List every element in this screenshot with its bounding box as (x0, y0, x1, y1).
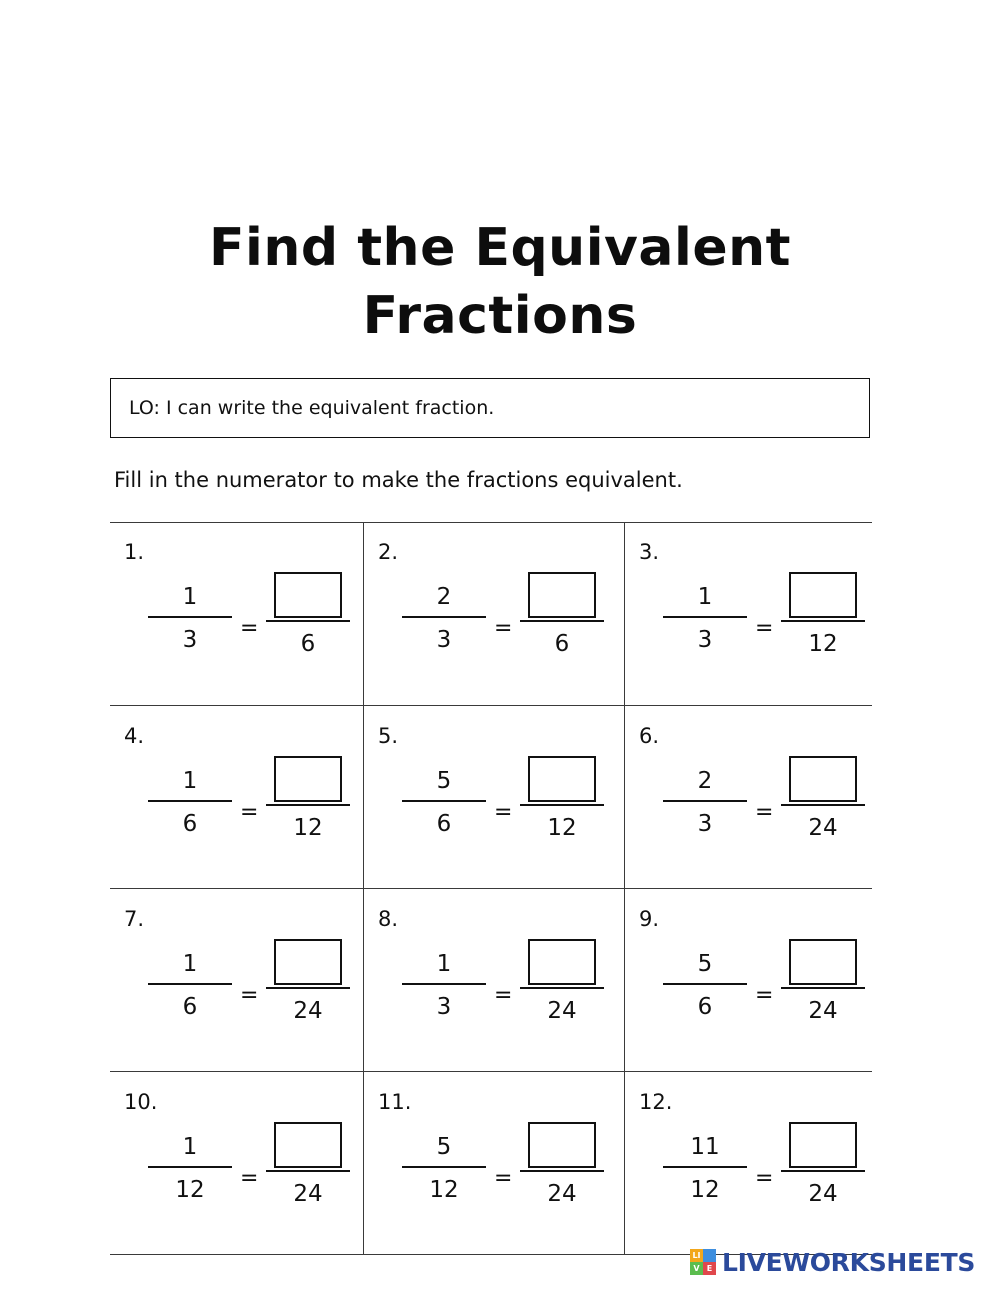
problem-number: 3. (639, 540, 660, 564)
fraction-bar (148, 800, 232, 802)
fraction-left (663, 580, 747, 656)
fraction-right (781, 939, 865, 1027)
denominator: 24 (808, 998, 838, 1024)
fraction-left (148, 947, 232, 1023)
fraction-left (402, 947, 486, 1023)
problem-number: 8. (378, 907, 399, 931)
problem-cell (110, 522, 363, 705)
fraction-equation (392, 1118, 612, 1238)
numerator: 5 (436, 768, 452, 794)
denominator: 3 (436, 627, 452, 653)
fraction-right (781, 572, 865, 660)
instruction-text: Fill in the numerator to make the fractions equivalent. (114, 468, 683, 492)
problem-cell (625, 522, 878, 705)
fraction-bar (266, 1170, 350, 1172)
fraction-equation (138, 568, 358, 688)
fraction-right (266, 939, 350, 1027)
answer-input[interactable] (274, 939, 342, 985)
numerator: 1 (436, 951, 452, 977)
denominator: 3 (697, 627, 713, 653)
equals-sign: = (240, 800, 259, 825)
problem-cell (110, 1072, 363, 1255)
equals-sign: = (494, 1166, 513, 1191)
fraction-equation (392, 752, 612, 872)
equals-sign: = (755, 616, 774, 641)
equals-sign: = (240, 983, 259, 1008)
problem-number: 7. (124, 907, 145, 931)
fraction-bar (402, 983, 486, 985)
numerator: 1 (697, 584, 713, 610)
fraction-left (148, 1130, 232, 1206)
answer-input[interactable] (528, 939, 596, 985)
answer-input[interactable] (274, 1122, 342, 1168)
fraction-equation (392, 568, 612, 688)
problem-number: 2. (378, 540, 399, 564)
fraction-bar (266, 804, 350, 806)
denominator: 3 (697, 811, 713, 837)
logo-tile-blank (703, 1249, 716, 1262)
fraction-left (663, 1130, 747, 1206)
problem-number: 5. (378, 724, 399, 748)
equals-sign: = (494, 616, 513, 641)
denominator: 6 (554, 631, 570, 657)
denominator: 24 (808, 1181, 838, 1207)
fraction-right (520, 572, 604, 660)
numerator: 5 (436, 1134, 452, 1160)
liveworksheets-footer[interactable] (690, 1246, 975, 1278)
fraction-bar (148, 983, 232, 985)
fraction-bar (148, 1166, 232, 1168)
fraction-bar (402, 800, 486, 802)
denominator: 12 (808, 631, 838, 657)
fraction-equation (653, 1118, 873, 1238)
liveworksheets-brand-text: LIVEWORKSHEETS (722, 1247, 976, 1277)
problem-cell (364, 889, 617, 1072)
problem-cell (364, 706, 617, 889)
fraction-right (520, 756, 604, 844)
fraction-left (402, 580, 486, 656)
problem-number: 12. (639, 1090, 673, 1114)
fraction-bar (663, 616, 747, 618)
equals-sign: = (755, 983, 774, 1008)
denominator: 24 (808, 815, 838, 841)
denominator: 3 (436, 994, 452, 1020)
logo-tile-v: V (690, 1262, 703, 1275)
denominator: 24 (293, 1181, 323, 1207)
equals-sign: = (755, 1166, 774, 1191)
page-title: Find the Equivalent Fractions (209, 218, 791, 346)
fraction-right (266, 1122, 350, 1210)
problem-grid (110, 522, 872, 1252)
equals-sign: = (240, 1166, 259, 1191)
problem-cell (625, 889, 878, 1072)
denominator: 12 (175, 1177, 205, 1203)
problem-cell (364, 1072, 617, 1255)
fraction-equation (138, 1118, 358, 1238)
fraction-bar (781, 987, 865, 989)
answer-input[interactable] (528, 756, 596, 802)
fraction-bar (663, 800, 747, 802)
denominator: 6 (182, 811, 198, 837)
answer-input[interactable] (789, 572, 857, 618)
fraction-bar (520, 987, 604, 989)
fraction-bar (663, 1166, 747, 1168)
answer-input[interactable] (789, 1122, 857, 1168)
problem-number: 4. (124, 724, 145, 748)
problem-number: 9. (639, 907, 660, 931)
equals-sign: = (494, 983, 513, 1008)
numerator: 1 (182, 584, 198, 610)
numerator: 2 (436, 584, 452, 610)
fraction-equation (138, 752, 358, 872)
answer-input[interactable] (274, 572, 342, 618)
problem-number: 11. (378, 1090, 412, 1114)
numerator: 11 (690, 1134, 720, 1160)
fraction-bar (148, 616, 232, 618)
denominator: 12 (293, 815, 323, 841)
fraction-bar (520, 620, 604, 622)
numerator: 2 (697, 768, 713, 794)
fraction-bar (520, 804, 604, 806)
fraction-bar (402, 1166, 486, 1168)
numerator: 1 (182, 768, 198, 794)
denominator: 24 (547, 998, 577, 1024)
answer-input[interactable] (789, 756, 857, 802)
problem-cell (110, 889, 363, 1072)
problem-cell (625, 1072, 878, 1255)
fraction-right (781, 756, 865, 844)
denominator: 12 (429, 1177, 459, 1203)
numerator: 1 (182, 951, 198, 977)
logo-tile-e: E (703, 1262, 716, 1275)
liveworksheets-logo-icon (690, 1249, 716, 1275)
denominator: 6 (697, 994, 713, 1020)
fraction-right (520, 1122, 604, 1210)
problem-number: 6. (639, 724, 660, 748)
fraction-left (148, 764, 232, 840)
fraction-right (520, 939, 604, 1027)
logo-tile-li: LI (690, 1249, 703, 1262)
fraction-left (402, 764, 486, 840)
problem-cell (110, 706, 363, 889)
fraction-left (402, 1130, 486, 1206)
answer-input[interactable] (528, 1122, 596, 1168)
fraction-bar (266, 987, 350, 989)
denominator: 24 (293, 998, 323, 1024)
fraction-left (663, 764, 747, 840)
equals-sign: = (494, 800, 513, 825)
denominator: 12 (547, 815, 577, 841)
denominator: 24 (547, 1181, 577, 1207)
fraction-bar (663, 983, 747, 985)
fraction-bar (781, 1170, 865, 1172)
denominator: 6 (300, 631, 316, 657)
fraction-equation (653, 752, 873, 872)
fraction-equation (653, 935, 873, 1055)
numerator: 1 (182, 1134, 198, 1160)
numerator: 5 (697, 951, 713, 977)
fraction-right (781, 1122, 865, 1210)
fraction-equation (392, 935, 612, 1055)
answer-input[interactable] (528, 572, 596, 618)
fraction-right (266, 572, 350, 660)
problem-cell (625, 706, 878, 889)
denominator: 3 (182, 627, 198, 653)
denominator: 6 (436, 811, 452, 837)
fraction-left (663, 947, 747, 1023)
fraction-bar (781, 804, 865, 806)
answer-input[interactable] (274, 756, 342, 802)
fraction-bar (266, 620, 350, 622)
problem-cell (364, 522, 617, 705)
fraction-right (266, 756, 350, 844)
problem-number: 10. (124, 1090, 158, 1114)
denominator: 12 (690, 1177, 720, 1203)
fraction-bar (781, 620, 865, 622)
learning-objective-text: LO: I can write the equivalent fraction. (129, 397, 495, 419)
answer-input[interactable] (789, 939, 857, 985)
fraction-left (148, 580, 232, 656)
problem-number: 1. (124, 540, 145, 564)
fraction-bar (402, 616, 486, 618)
fraction-equation (653, 568, 873, 688)
denominator: 6 (182, 994, 198, 1020)
fraction-equation (138, 935, 358, 1055)
equals-sign: = (755, 800, 774, 825)
learning-objective-box (110, 378, 870, 438)
fraction-bar (520, 1170, 604, 1172)
equals-sign: = (240, 616, 259, 641)
